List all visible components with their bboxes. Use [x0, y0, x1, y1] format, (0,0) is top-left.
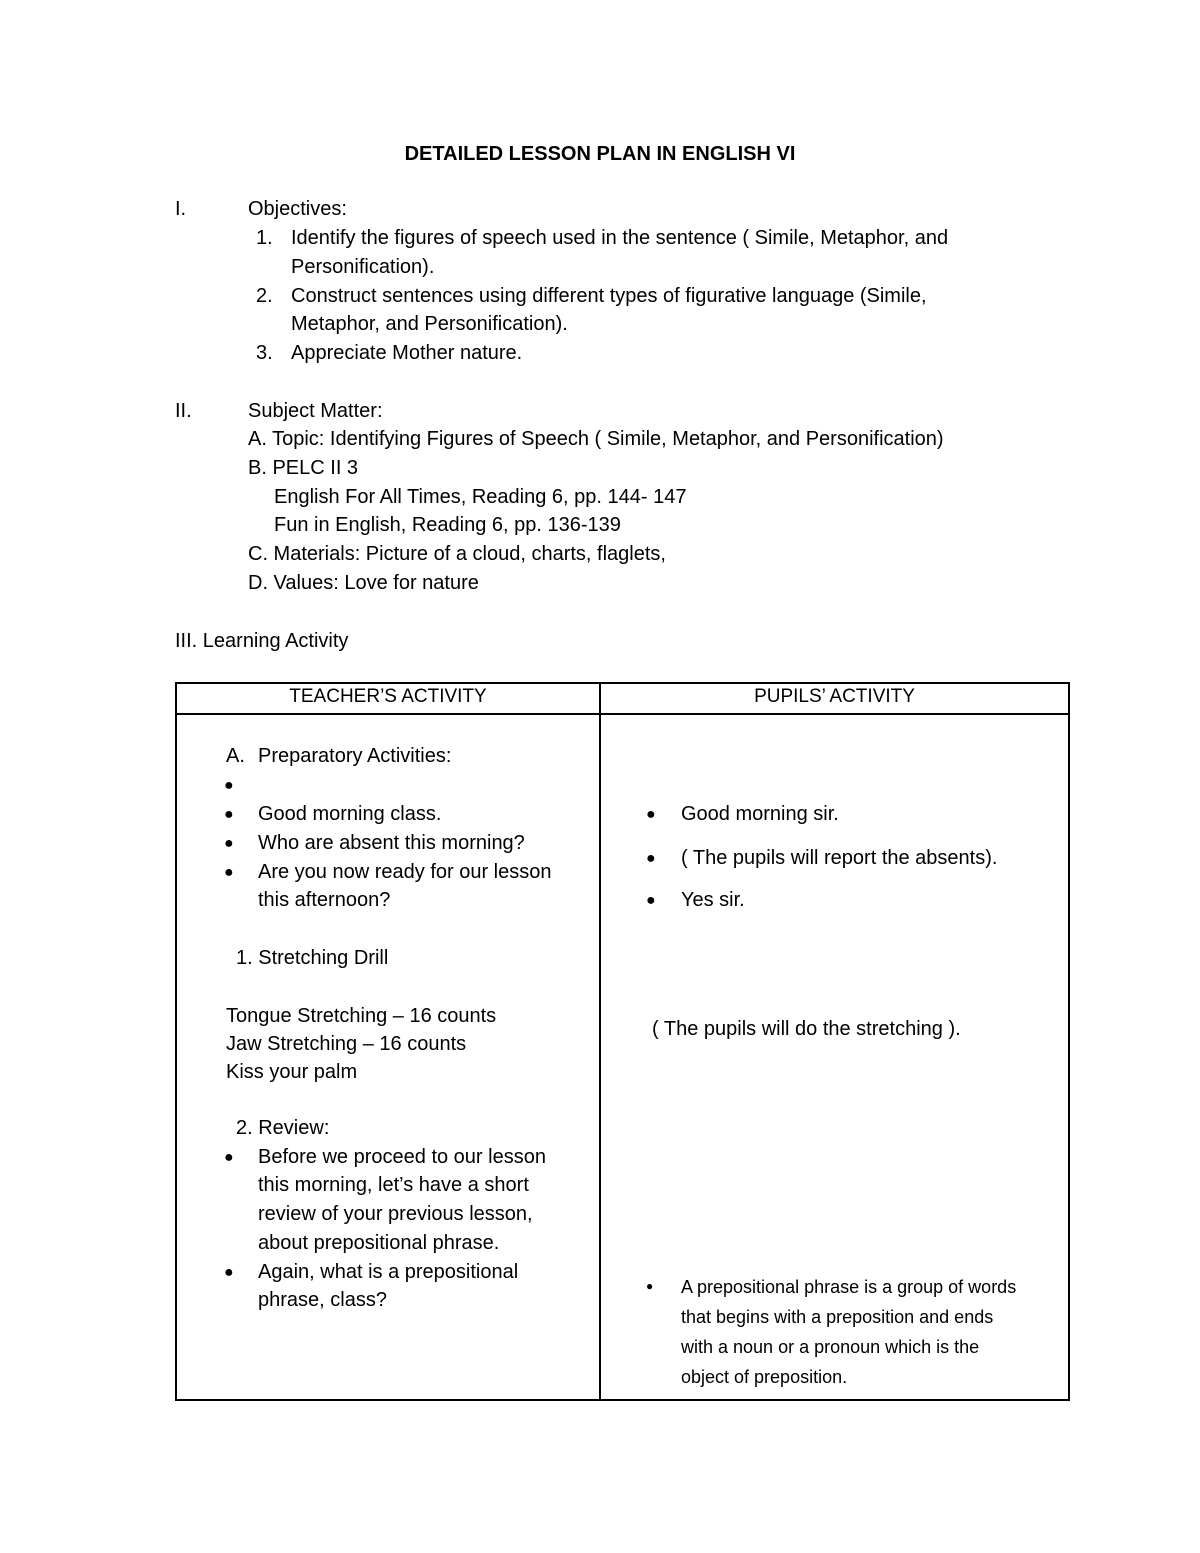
document-title: DETAILED LESSON PLAN IN ENGLISH VI — [404, 143, 796, 165]
subject-matter-numeral: II. — [175, 400, 192, 422]
bullet-icon: ● — [224, 777, 234, 794]
drill-item: Kiss your palm — [226, 1061, 358, 1083]
objective-line: Construct sentences using different types of figurative language (Simile, — [291, 285, 927, 307]
review-heading: 2. Review: — [236, 1117, 330, 1139]
prep-letter: A. — [226, 745, 245, 767]
pupils-yes: Yes sir. — [681, 889, 745, 911]
review-line: about prepositional phrase. — [258, 1232, 500, 1254]
pupils-stretch: ( The pupils will do the stretching ). — [652, 1018, 961, 1040]
objectives-heading: Objectives: — [248, 198, 347, 220]
pupils-activity-header: PUPILS’ ACTIVITY — [754, 686, 915, 707]
objective-line: Appreciate Mother nature. — [291, 342, 523, 364]
subject-topic: A. Topic: Identifying Figures of Speech ( Simile, Metaphor, and Personification) — [248, 428, 944, 450]
subject-pelc: B. PELC II 3 — [248, 457, 359, 479]
objective-line: Metaphor, and Personification). — [291, 313, 568, 335]
teacher-ready-question: this afternoon? — [258, 889, 391, 911]
pupils-answer: that begins with a preposition and ends — [681, 1307, 994, 1327]
subject-reference: English For All Times, Reading 6, pp. 144- 147 — [274, 486, 687, 508]
bullet-icon: ● — [224, 835, 234, 852]
table-column-divider — [599, 684, 601, 1399]
objectives-numeral: I. — [175, 198, 187, 220]
bullet-icon: ● — [646, 806, 656, 823]
review-line: Before we proceed to our lesson — [258, 1146, 546, 1168]
drill-item: Tongue Stretching – 16 counts — [226, 1005, 497, 1027]
prep-heading: Preparatory Activities: — [258, 745, 452, 767]
bullet-icon: ● — [646, 1279, 654, 1293]
bullet-icon: ● — [224, 864, 234, 881]
objective-number: 3. — [256, 342, 273, 364]
drill-item: Jaw Stretching – 16 counts — [226, 1033, 467, 1055]
pupils-greeting: Good morning sir. — [681, 803, 839, 825]
review-question: phrase, class? — [258, 1289, 387, 1311]
teacher-ready-question: Are you now ready for our lesson — [258, 861, 552, 883]
teacher-greeting: Good morning class. — [258, 803, 442, 825]
bullet-icon: ● — [646, 892, 656, 909]
teacher-absent-question: Who are absent this morning? — [258, 832, 525, 854]
objective-number: 1. — [256, 227, 273, 249]
review-line: review of your previous lesson, — [258, 1203, 533, 1225]
table-header-divider — [177, 713, 1068, 715]
objective-number: 2. — [256, 285, 273, 307]
subject-values: D. Values: Love for nature — [248, 572, 479, 594]
pupils-report: ( The pupils will report the absents). — [681, 847, 998, 869]
review-line: this morning, let’s have a short — [258, 1174, 529, 1196]
teacher-activity-header: TEACHER’S ACTIVITY — [289, 686, 487, 707]
bullet-icon: ● — [646, 850, 656, 867]
learning-activity-heading: III. Learning Activity — [175, 630, 349, 652]
objective-line: Identify the figures of speech used in the sentence ( Simile, Metaphor, and — [291, 227, 949, 249]
subject-matter-heading: Subject Matter: — [248, 400, 383, 422]
pupils-answer: object of preposition. — [681, 1367, 848, 1387]
bullet-icon: ● — [224, 806, 234, 823]
pupils-answer: A prepositional phrase is a group of words — [681, 1277, 1017, 1297]
review-question: Again, what is a prepositional — [258, 1261, 519, 1283]
bullet-icon: ● — [224, 1149, 234, 1166]
subject-materials: C. Materials: Picture of a cloud, charts, flaglets, — [248, 543, 666, 565]
pupils-answer: with a noun or a pronoun which is the — [681, 1337, 980, 1357]
objective-line: Personification). — [291, 256, 435, 278]
drill-heading: 1. Stretching Drill — [236, 947, 389, 969]
subject-reference: Fun in English, Reading 6, pp. 136-139 — [274, 514, 621, 536]
bullet-icon: ● — [224, 1264, 234, 1281]
